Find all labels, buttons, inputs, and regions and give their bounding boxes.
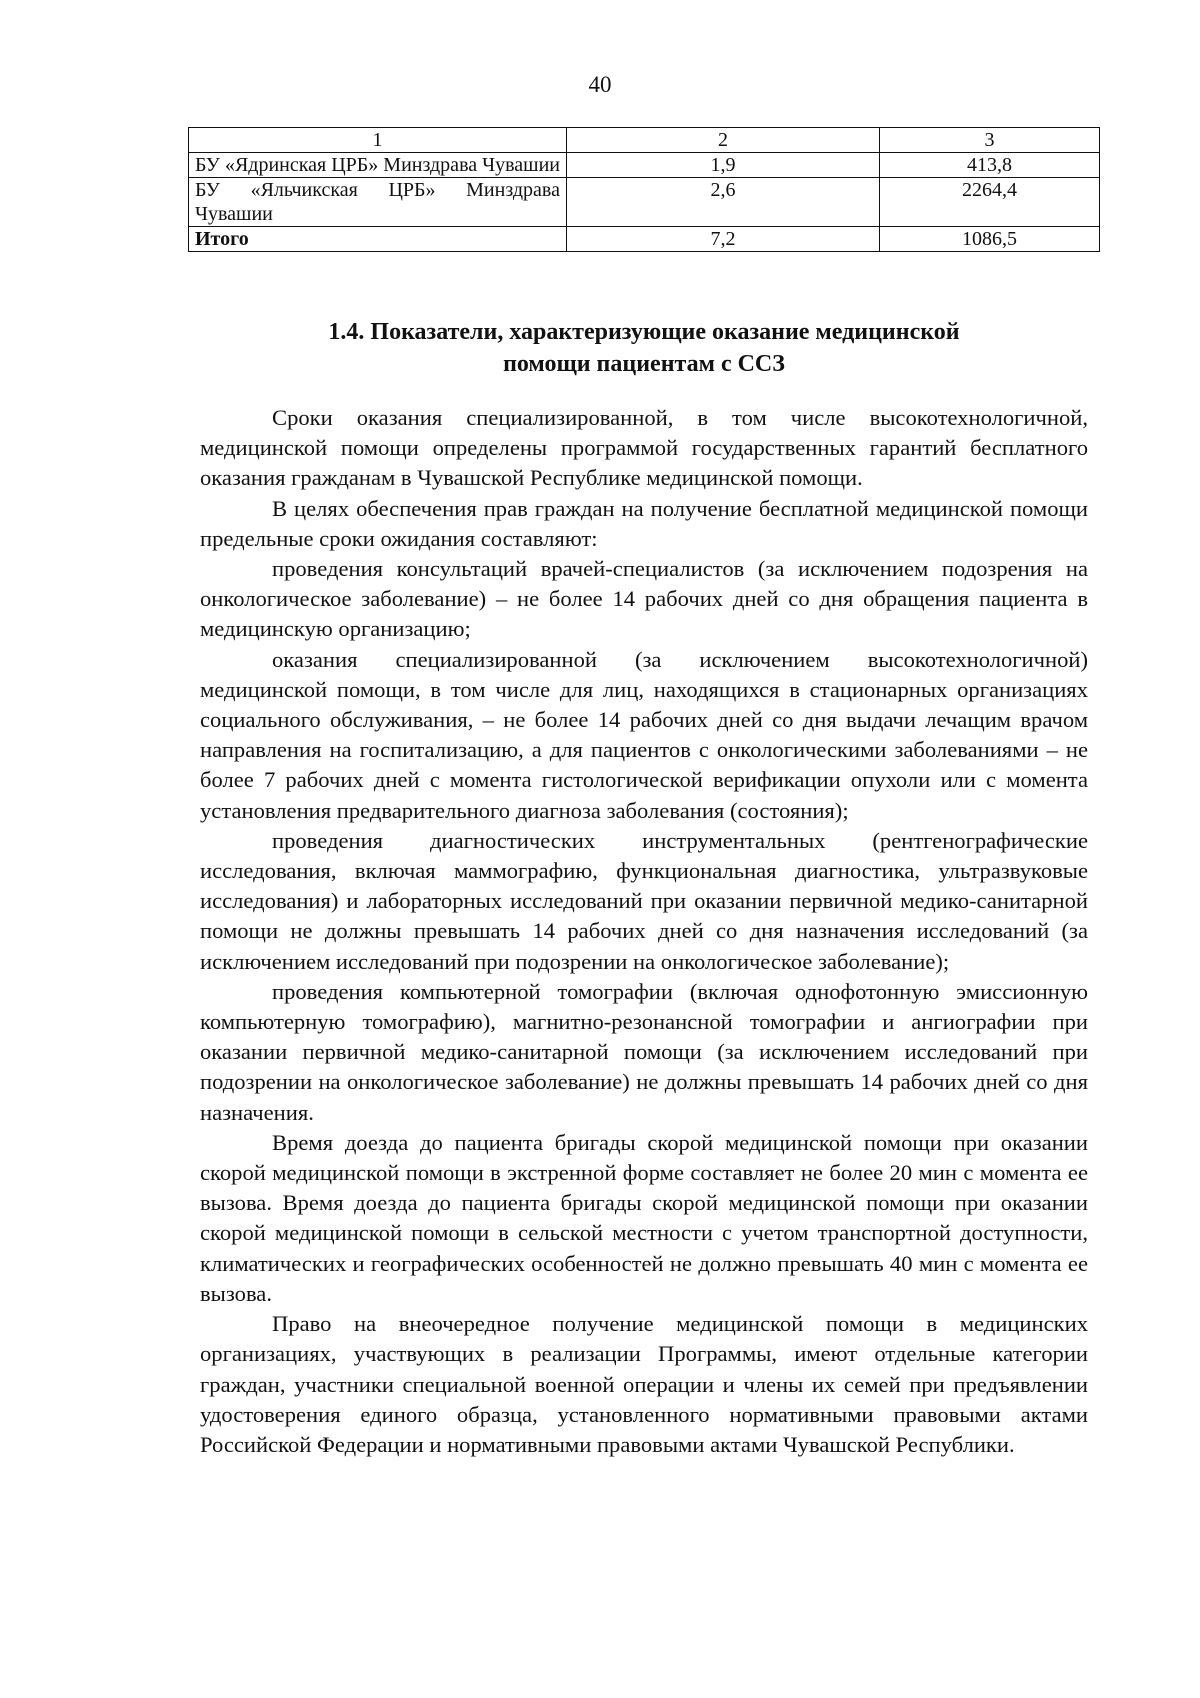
table-cell-value: 2,6 xyxy=(567,178,880,227)
section-heading-line: 1.4. Показатели, характеризующие оказание медицинской xyxy=(328,319,960,345)
paragraph: Право на внеочередное получение медицинской помощи в медицинских организациях, участвующих в реализации Программы, имеют отдельные категории граждан, участники специальной военной операции и члены их семей при предъявлении удостоверения единого образца, установленного нормативными правовыми актами Российской Федерации и нормативными правовыми актами Чувашской Республики. xyxy=(200,1311,1088,1457)
table-header-cell: 1 xyxy=(189,128,567,153)
table-cell-value: 7,2 xyxy=(567,227,880,252)
paragraph: Время доезда до пациента бригады скорой медицинской помощи при оказании скорой медицинской помощи в экстренной форме составляет не более 20 мин с момента ее вызова. Время доезда до пациента бригады скорой медицинской помощи при оказании скорой медицинской помощи в сельской местности с учетом транспортной доступности, климатических и географических особенностей не должно превышать 40 мин с момента ее вызова. xyxy=(200,1129,1088,1306)
table-cell-organization: БУ «Ядринская ЦРБ» Минздрава Чувашии xyxy=(189,153,567,178)
table-cell-value: 413,8 xyxy=(880,153,1100,178)
table-cell-value: 1086,5 xyxy=(880,227,1100,252)
table-cell-value: 2264,4 xyxy=(880,178,1100,227)
table-header-row xyxy=(189,128,1100,153)
table-cell-value: 1,9 xyxy=(567,153,880,178)
section-heading-line: помощи пациентам с ССЗ xyxy=(503,351,785,377)
table-cell-organization: БУ «Яльчикская ЦРБ» Минздрава Чувашии xyxy=(189,178,567,227)
paragraph: проведения консультаций врачей-специалистов (за исключением подозрения на онкологическое заболевание) – не более 14 рабочих дней со дня обращения пациента в медицинскую организацию; xyxy=(200,556,1088,642)
table-header-cell: 2 xyxy=(567,128,880,153)
table-row xyxy=(189,178,1100,227)
section-heading xyxy=(188,316,1100,380)
table-row-total xyxy=(189,227,1100,252)
paragraph: Сроки оказания специализированной, в том числе высокотехнологичной, медицинской помощи определены программой государственных гарантий бесплатного оказания гражданам в Чувашской Республике медицинской помощи. xyxy=(200,405,1088,491)
paragraph: оказания специализированной (за исключением высокотехнологичной) медицинской помощи, в том числе для лиц, находящихся в стационарных организациях социального обслуживания, – не более 14 рабочих дней со дня выдачи лечащим врачом направления на госпитализацию, а для пациентов с онкологическими заболеваниями – не более 7 рабочих дней с момента гистологической верификации опухоли или с момента установления предварительного диагноза заболевания (состояния); xyxy=(200,646,1088,823)
body-text xyxy=(200,403,1088,1460)
table-row xyxy=(189,153,1100,178)
data-table xyxy=(188,127,1100,252)
paragraph: проведения диагностических инструментальных (рентгенографические исследования, включая маммографию, функциональная диагностика, ультразвуковые исследования) и лабораторных исследований при оказании первичной медико-санитарной помощи не должны превышать 14 рабочих дней со дня назначения исследований (за исключением исследований при подозрении на онкологическое заболевание); xyxy=(200,827,1088,974)
page-number: 40 xyxy=(588,72,612,97)
paragraph: проведения компьютерной томографии (включая однофотонную эмиссионную компьютерную томографию), магнитно-резонансной томографии и ангиографии при оказании первичной медико-санитарной помощи (за исключением исследований при подозрении на онкологическое заболевание) не должны превышать 14 рабочих дней со дня назначения. xyxy=(200,978,1088,1125)
table-cell-total-label: Итого xyxy=(189,227,567,252)
table-header-cell: 3 xyxy=(880,128,1100,153)
paragraph: В целях обеспечения прав граждан на получение бесплатной медицинской помощи предельные сроки ожидания составляют: xyxy=(200,495,1088,551)
